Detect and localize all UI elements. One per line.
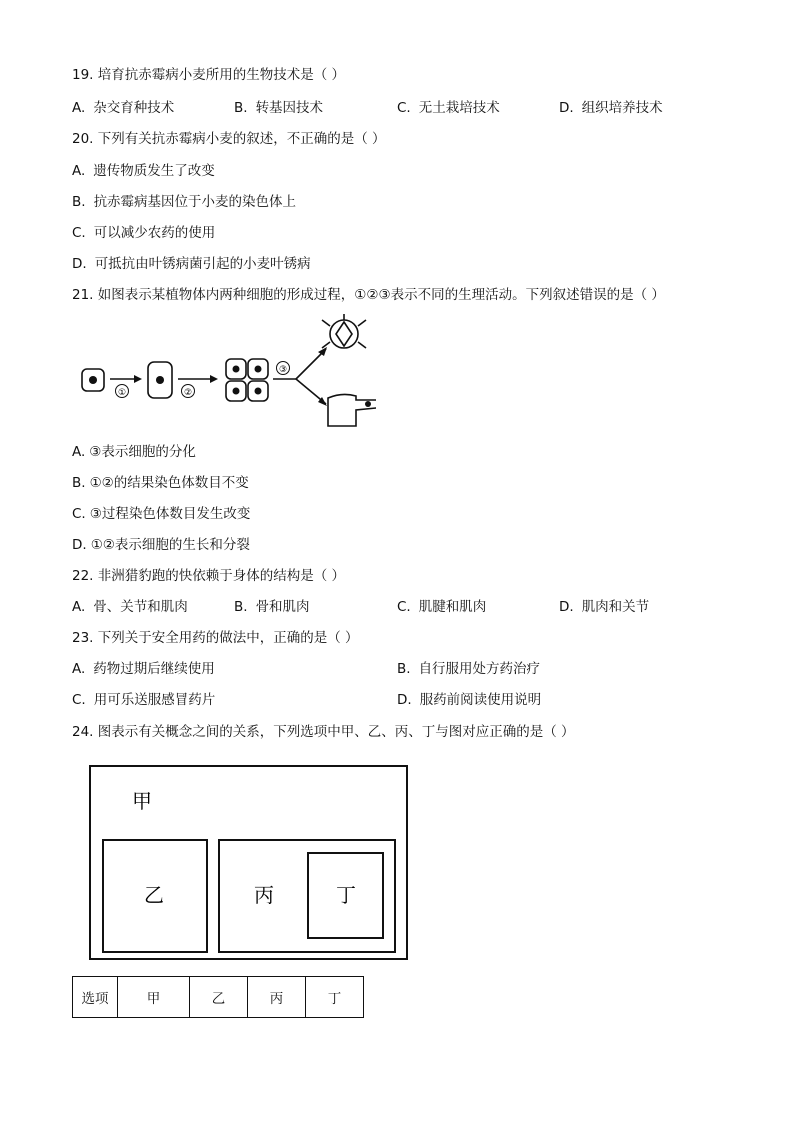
q23-option-b: B. 自行服用处方药治疗 xyxy=(397,661,541,677)
label-jia: 甲 xyxy=(132,789,152,813)
q19-option-b: B. 转基因技术 xyxy=(234,100,324,116)
q19-option-c: C. 无土栽培技术 xyxy=(397,100,500,116)
q23-stem: 23. 下列关于安全用药的做法中，正确的是（ ） xyxy=(72,630,359,646)
options-table xyxy=(72,976,364,1018)
q22-option-b: B. 骨和肌肉 xyxy=(234,599,310,615)
q23-option-c: C. 用可乐送服感冒药片 xyxy=(72,692,216,708)
q20-stem: 20. 下列有关抗赤霉病小麦的叙述，不正确的是（ ） xyxy=(72,131,386,147)
q19-option-a: A. 杂交育种技术 xyxy=(72,100,175,116)
q22-option-a: A. 骨、关节和肌肉 xyxy=(72,599,188,615)
q20-option-d: D. 可抵抗由叶锈病菌引起的小麦叶锈病 xyxy=(72,256,311,272)
q21-option-d: D. ①②表示细胞的生长和分裂 xyxy=(72,537,250,553)
label-step-3: ③ xyxy=(278,365,288,375)
label-yi: 乙 xyxy=(144,883,164,907)
q22-option-c: C. 肌腱和肌肉 xyxy=(397,599,487,615)
table-header-cell: 丙 xyxy=(248,977,306,1018)
q20-option-c: C. 可以减少农药的使用 xyxy=(72,225,216,241)
table-header-cell: 选项 xyxy=(73,977,118,1018)
q22-option-d: D. 肌肉和关节 xyxy=(559,599,650,615)
table-header-cell: 甲 xyxy=(118,977,190,1018)
q22-stem: 22. 非洲猎豹跑的快依赖于身体的结构是（ ） xyxy=(72,568,346,584)
q21-option-c: C. ③过程染色体数目发生改变 xyxy=(72,506,251,522)
label-bing: 丙 xyxy=(254,883,274,907)
table-row xyxy=(73,977,364,1018)
q23-option-d: D. 服药前阅读使用说明 xyxy=(397,692,542,708)
label-step-1: ① xyxy=(117,388,127,398)
q21-option-a: A. ③表示细胞的分化 xyxy=(72,444,196,460)
q24-stem: 24. 图表示有关概念之间的关系，下列选项中甲、乙、丙、丁与图对应正确的是（ ） xyxy=(72,724,575,740)
q21-option-b: B. ①②的结果染色体数目不变 xyxy=(72,475,249,491)
q19-stem: 19. 培育抗赤霉病小麦所用的生物技术是（ ） xyxy=(72,67,346,83)
q20-option-a: A. 遗传物质发生了改变 xyxy=(72,163,215,179)
q23-option-a: A. 药物过期后继续使用 xyxy=(72,661,215,677)
label-ding: 丁 xyxy=(336,883,356,907)
table-header-cell: 乙 xyxy=(190,977,248,1018)
label-step-2: ② xyxy=(183,388,193,398)
q19-option-d: D. 组织培养技术 xyxy=(559,100,663,116)
q21-stem: 21. 如图表示某植物体内两种细胞的形成过程，①②③表示不同的生理活动。下列叙述错误的是（ ） xyxy=(72,287,665,303)
q20-option-b: B. 抗赤霉病基因位于小麦的染色体上 xyxy=(72,194,297,210)
table-header-cell: 丁 xyxy=(306,977,364,1018)
cell-formation-diagram xyxy=(76,312,376,434)
concept-relationship-diagram xyxy=(88,764,410,962)
